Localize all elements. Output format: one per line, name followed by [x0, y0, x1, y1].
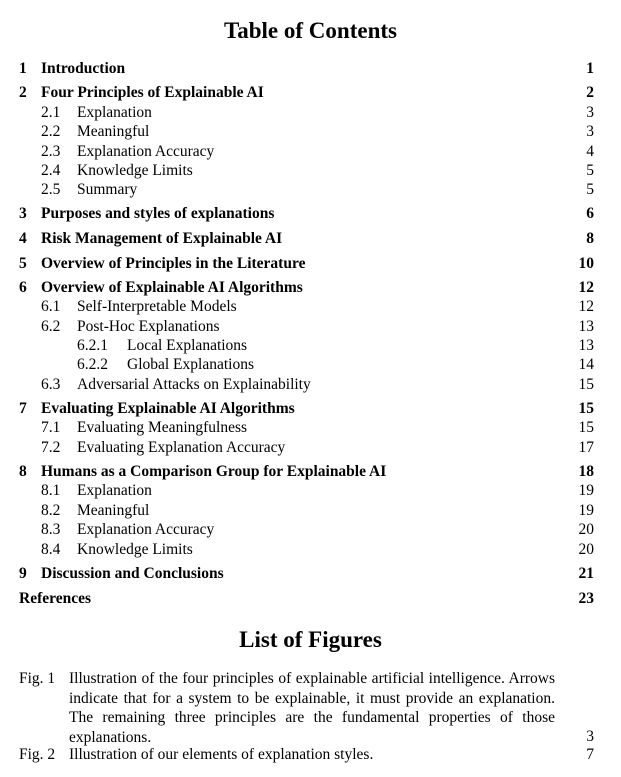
toc-page-number: 2	[586, 84, 594, 101]
toc-section[interactable]	[0, 83, 621, 103]
toc-number: 3	[19, 205, 27, 222]
toc-title: References	[19, 590, 92, 607]
toc-title: Risk Management of Explainable AI	[41, 230, 283, 247]
toc-title: Adversarial Attacks on Explainability	[77, 376, 311, 393]
toc-page-number: 3	[586, 123, 594, 140]
toc-title: Evaluating Explainable AI Algorithms	[41, 400, 295, 417]
toc-number: 8.3	[41, 521, 61, 538]
toc-subsection[interactable]	[0, 501, 621, 521]
toc-number: 2.2	[41, 123, 61, 140]
figure-page: 7	[586, 746, 594, 763]
toc-subsection[interactable]	[0, 418, 621, 438]
toc-section[interactable]	[0, 204, 621, 224]
lof-heading: List of Figures	[239, 627, 382, 652]
toc-number: 2.5	[41, 181, 61, 198]
toc-page-number: 8	[586, 230, 594, 247]
toc-page-number: 3	[586, 104, 594, 121]
toc-number: 2.1	[41, 104, 61, 121]
toc-number: 7	[19, 400, 27, 417]
toc-title: Introduction	[41, 60, 126, 77]
toc-title: Four Principles of Explainable AI	[41, 84, 264, 101]
toc-title: Post-Hoc Explanations	[77, 318, 220, 335]
toc-section[interactable]	[0, 399, 621, 419]
toc-page-number: 12	[578, 298, 594, 315]
toc-section[interactable]	[0, 462, 621, 482]
toc-page-number: 18	[578, 463, 594, 480]
toc-title: Meaningful	[77, 502, 150, 519]
toc-title: Local Explanations	[127, 337, 248, 354]
toc-number: 4	[19, 230, 27, 247]
toc-number: 7.1	[41, 419, 61, 436]
toc-subsection[interactable]	[0, 297, 621, 317]
toc-page-number: 23	[578, 590, 594, 607]
toc-subsection[interactable]	[0, 438, 621, 458]
toc-title: Explanation	[77, 482, 152, 499]
toc-page-number: 21	[578, 565, 594, 582]
toc-title: Summary	[77, 181, 138, 198]
toc-title: Global Explanations	[127, 356, 254, 373]
toc-subsection[interactable]	[0, 122, 621, 142]
toc-subsection[interactable]	[0, 520, 621, 540]
toc-number: 2.4	[41, 162, 61, 179]
toc-heading: Table of Contents	[224, 18, 397, 43]
toc-page-number: 15	[578, 376, 594, 393]
toc-page-number: 20	[578, 521, 594, 538]
toc-title: Explanation Accuracy	[77, 143, 215, 160]
toc-title: Discussion and Conclusions	[41, 565, 224, 582]
toc-subsection[interactable]	[0, 317, 621, 337]
toc-title: Overview of Principles in the Literature	[41, 255, 306, 272]
toc-page-number: 6	[586, 205, 594, 222]
toc-title: Knowledge Limits	[77, 541, 193, 558]
toc-number: 6	[19, 279, 27, 296]
toc-number: 6.2	[41, 318, 61, 335]
toc-page-number: 14	[578, 356, 594, 373]
toc-subsection[interactable]	[0, 180, 621, 200]
toc-page-number: 15	[578, 419, 594, 436]
toc-page-number: 4	[586, 143, 594, 160]
toc-title: Purposes and styles of explanations	[41, 205, 275, 222]
figure-caption: Illustration of the four principles of explainable artificial intelligence. Arrows indicate that for a system to be explainable, it must provide an explanation. The remaining three principles are the fundamental properties of those explanations.	[69, 670, 555, 746]
toc-number: 5	[19, 255, 27, 272]
toc-page-number: 5	[586, 181, 594, 198]
toc-section[interactable]	[0, 229, 621, 249]
toc-title: Knowledge Limits	[77, 162, 193, 179]
toc-subsection[interactable]	[0, 355, 621, 375]
toc-title: Explanation	[77, 104, 152, 121]
toc-number: 8	[19, 463, 27, 480]
toc-title: Humans as a Comparison Group for Explainable AI	[41, 463, 387, 480]
figure-label: Fig. 2	[19, 746, 56, 763]
figure-entry-2[interactable]	[0, 745, 621, 765]
toc-title: Self-Interpretable Models	[77, 298, 237, 315]
toc-page-number: 15	[578, 400, 594, 417]
toc-page-number: 10	[578, 255, 594, 272]
figure-label: Fig. 1	[19, 670, 56, 687]
toc-number: 1	[19, 60, 27, 77]
toc-number: 6.3	[41, 376, 61, 393]
toc-page-number: 5	[586, 162, 594, 179]
toc-page-number: 1	[586, 60, 594, 77]
toc-title: Evaluating Explanation Accuracy	[77, 439, 286, 456]
toc-section[interactable]	[0, 278, 621, 298]
toc-subsection[interactable]	[0, 375, 621, 395]
toc-title: Explanation Accuracy	[77, 521, 215, 538]
toc-subsection[interactable]	[0, 103, 621, 123]
toc-section[interactable]	[0, 564, 621, 584]
toc-title: Meaningful	[77, 123, 150, 140]
figure-entry-1[interactable]	[0, 669, 621, 747]
toc-number: 6.1	[41, 298, 61, 315]
toc-number: 2.3	[41, 143, 61, 160]
toc-page-number: 20	[578, 541, 594, 558]
toc-section[interactable]	[0, 59, 621, 79]
toc-number: 2	[19, 84, 27, 101]
toc-number: 8.1	[41, 482, 61, 499]
toc-subsection[interactable]	[0, 481, 621, 501]
toc-page-number: 19	[578, 502, 594, 519]
toc-number: 9	[19, 565, 27, 582]
toc-number: 7.2	[41, 439, 61, 456]
toc-title: Overview of Explainable AI Algorithms	[41, 279, 303, 296]
toc-subsection[interactable]	[0, 161, 621, 181]
toc-page-number: 19	[578, 482, 594, 499]
toc-section[interactable]	[0, 589, 621, 609]
toc-number: 6.2.2	[77, 356, 108, 373]
toc-number: 6.2.1	[77, 337, 108, 354]
figure-page: 3	[586, 728, 594, 745]
figure-caption: Illustration of our elements of explanation styles.	[69, 746, 374, 763]
toc-page-number: 17	[578, 439, 594, 456]
toc-page-number: 12	[578, 279, 594, 296]
toc-page-number: 13	[578, 337, 594, 354]
toc-number: 8.2	[41, 502, 61, 519]
toc-subsection[interactable]	[0, 336, 621, 356]
toc-page-number: 13	[578, 318, 594, 335]
toc-title: Evaluating Meaningfulness	[77, 419, 248, 436]
toc-section[interactable]	[0, 254, 621, 274]
toc-subsection[interactable]	[0, 142, 621, 162]
toc-number: 8.4	[41, 541, 61, 558]
toc-subsection[interactable]	[0, 540, 621, 560]
